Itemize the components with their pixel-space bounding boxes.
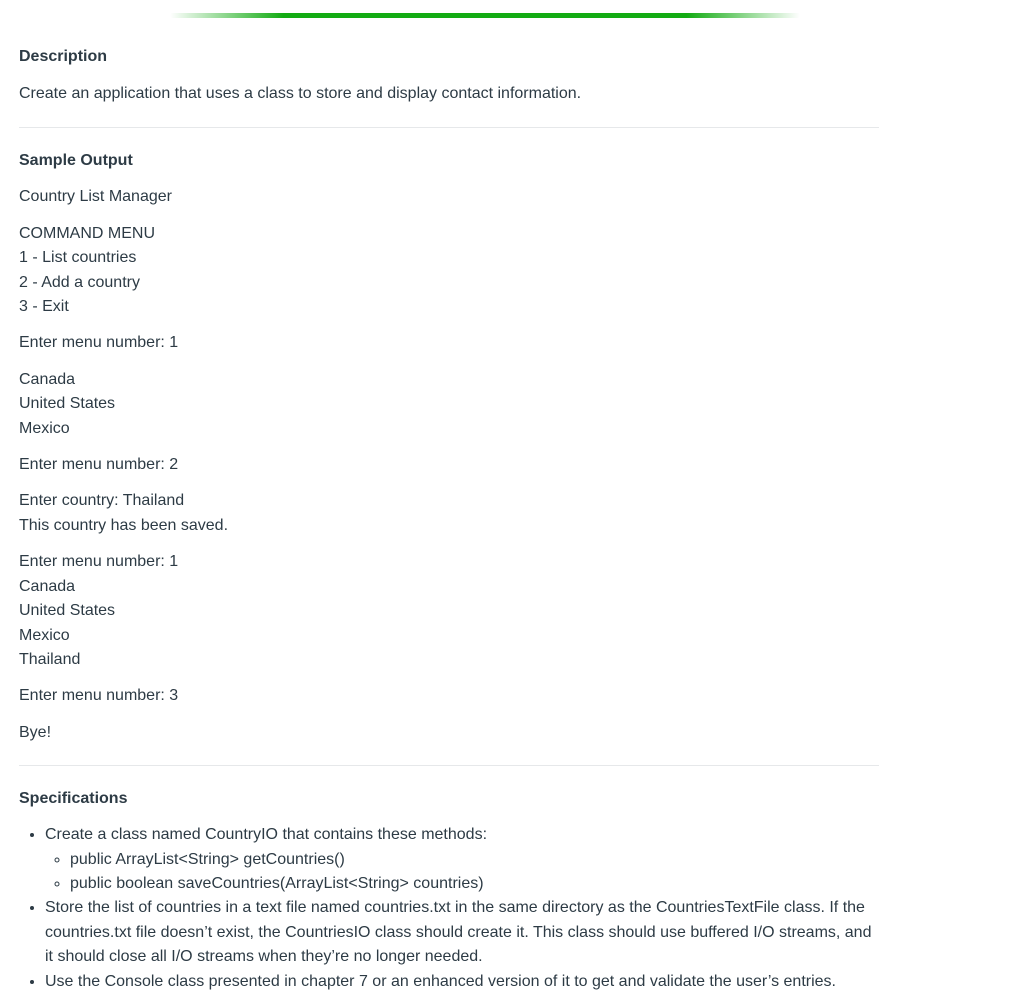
sample-output-line: 1 - List countries — [19, 249, 137, 267]
description-heading: Description — [19, 48, 108, 65]
divider — [19, 127, 879, 128]
sample-output-line: COMMAND MENU — [19, 224, 155, 242]
assignment-content — [19, 45, 879, 994]
specification-item — [45, 896, 879, 969]
sample-output-line: United States — [19, 395, 116, 413]
specifications-list — [19, 823, 879, 994]
sample-output-block — [19, 185, 879, 209]
specification-text: Store the list of countries in a text file named countries.txt in the same directory as the CountriesTextFile class. If the countries.txt file doesn’t exist, the CountriesIO class should create it. This class should use buffered I/O streams, and it should close all I/O streams when they’re no longer needed. — [45, 899, 872, 966]
sample-output-line: This country has been saved. — [19, 516, 229, 534]
method-signature: ◦ public boolean saveCountries(ArrayList<String> countries) — [70, 872, 879, 896]
sample-output-heading: Sample Output — [19, 152, 133, 170]
page-progress-bar — [170, 13, 800, 18]
sample-output-line: 3 - Exit — [19, 298, 69, 316]
sample-output-line: Canada — [19, 577, 76, 595]
sample-output-line: Canada — [19, 370, 76, 388]
sample-output-line: Mexico — [19, 626, 70, 644]
specifications-heading: Specifications — [19, 790, 128, 808]
sample-output-line: Enter menu number: 2 — [19, 456, 179, 474]
method-list — [45, 848, 879, 897]
sample-output-block — [19, 684, 879, 708]
sample-output-line: Enter menu number: 1 — [19, 334, 179, 352]
sample-output-block — [19, 331, 879, 355]
divider — [19, 765, 879, 766]
sample-output-line: Mexico — [19, 419, 70, 437]
sample-output-line: Country List Manager — [19, 188, 172, 206]
sample-output-block — [19, 453, 879, 477]
sample-output-block — [19, 550, 879, 672]
specification-item — [45, 970, 879, 994]
sample-output-line: Enter menu number: 1 — [19, 553, 179, 571]
sample-output-line: Thailand — [19, 650, 81, 668]
sample-output-block — [19, 222, 879, 320]
sample-output-line: 2 - Add a country — [19, 273, 140, 291]
specification-item — [45, 823, 879, 896]
sample-output-line: Enter menu number: 3 — [19, 687, 179, 705]
sample-output-line: Bye! — [19, 723, 52, 741]
sample-output-line: United States — [19, 602, 116, 620]
sample-output-block — [19, 489, 879, 538]
sample-output-block — [19, 368, 879, 441]
method-signature: ◦ public ArrayList<String> getCountries() — [70, 848, 879, 872]
specification-text: Create a class named CountryIO that contains these methods: — [45, 826, 488, 844]
sample-output — [19, 185, 879, 745]
sample-output-line: Enter country: Thailand — [19, 492, 185, 510]
sample-output-block — [19, 721, 879, 745]
description-text: Create an application that uses a class to store and display contact information. — [19, 85, 582, 102]
specification-text: Use the Console class presented in chapter 7 or an enhanced version of it to get and validate the user’s entries. — [45, 972, 836, 990]
